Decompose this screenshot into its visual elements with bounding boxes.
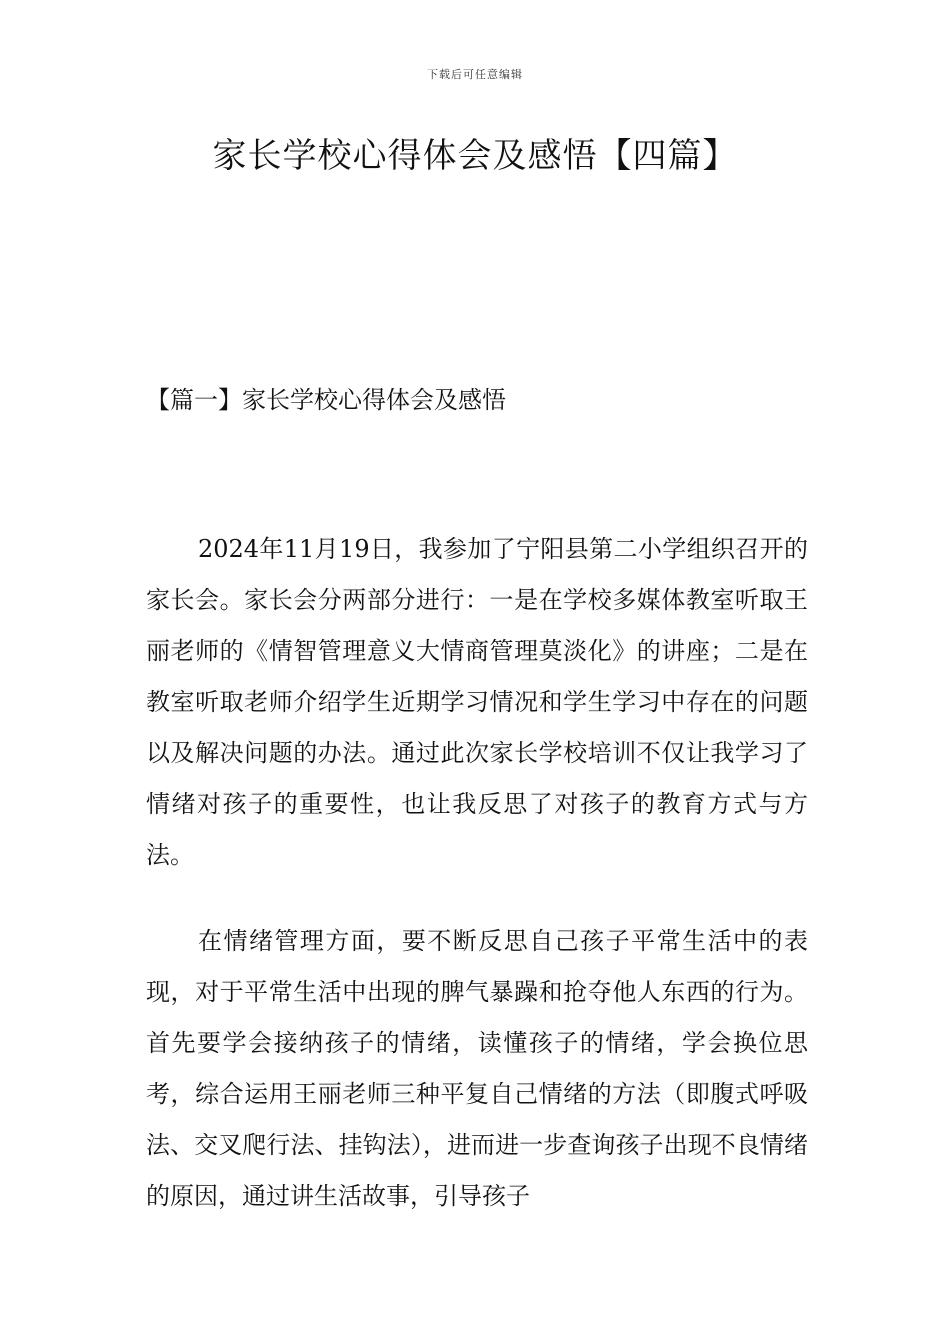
- document-title: 家长学校心得体会及感悟【四篇】: [212, 136, 738, 176]
- body-paragraph-2: 在情绪管理方面，要不断反思自己孩子平常生活中的表现，对于平常生活中出现的脾气暴躁和抢夺他人东西的行为。首先要学会接纳孩子的情绪，读懂孩子的情绪，学会换位思考，综合运用王丽老师三种平复自己情绪的方法（即腹式呼吸法、交叉爬行法、挂钩法），进而进一步查询孩子出现不良情绪的原因，通过讲生活故事，引导孩子: [146, 927, 808, 1210]
- header-note: 下载后可任意编辑: [427, 68, 523, 81]
- body-paragraph-1: 2024年11月19日，我参加了宁阳县第二小学组织召开的家长会。家长会分两部分进行：一是在学校多媒体教室听取王丽老师的《情智管理意义大情商管理莫淡化》的讲座；二是在教室听取老师介绍学生近期学习情况和学生学习中存在的问题以及解决问题的办法。通过此次家长学校培训不仅让我学习了情绪对孩子的重要性，也让我反思了对孩子的教育方式与方法。: [146, 535, 808, 869]
- section-heading: 【篇一】家长学校心得体会及感悟: [146, 386, 506, 414]
